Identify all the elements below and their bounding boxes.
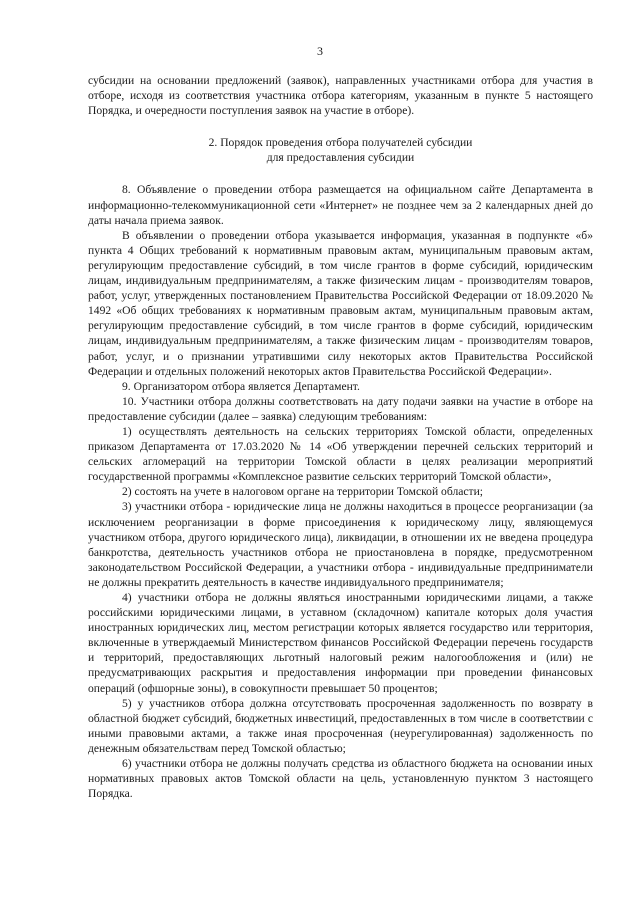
page-number: 3 — [317, 44, 323, 58]
paragraph-item-10: 10. Участники отбора должны соответствовать на дату подачи заявки на участие в отборе на предоставление субсидии (далее – заявка) следующим требованиям: — [88, 394, 593, 423]
requirement-2: 2) состоять на учете в налоговом органе на территории Томской области; — [122, 485, 484, 499]
requirement-1: 1) осуществлять деятельность на сельских территориях Томской области, определенных приказом Департамента от 17.03.2020 № 14 «Об утверждении перечней сельских территорий и сельских агломераций на территории Томской области в целях реализации мероприятий государственной программы «Комплексное развитие сельских территорий Томской области», — [88, 424, 593, 484]
requirement-3: 3) участники отбора - юридические лица не должны находиться в процессе реорганизации (за исключением реорганизации в форме присоединения к юридическому лицу, являющемуся участником отбора, другого юридического лица), ликвидации, в отношении их не введена процедура банкротства, деятельность участников отбора не приостановлена в порядке, предусмотренном законодательством Российской Федерации, а участники отбора - индивидуальные предприниматели не должны прекратить деятельность в качестве индивидуального предпринимателя; — [88, 500, 593, 589]
requirement-4: 4) участники отбора не должны являться иностранными юридическими лицами, а также российскими юридическими лицами, в уставном (складочном) капитале которых доля участия иностранных юридических лиц, местом регистрации которых является государство или территория, включенные в утверждаемый Министерством финансов Российской Федерации перечень государств и территорий, предоставляющих льготный налоговый режим налогообложения и (или) не предусматривающих раскрытия и предоставления информации при проведении финансовых операций (офшорные зоны), в совокупности превышает 50 процентов; — [88, 591, 593, 695]
paragraph-item-8: 8. Объявление о проведении отбора размещается на официальном сайте Департамента в информационно-телекоммуникационной сети «Интернет» не позднее чем за 2 календарных дней до даты начала приема заявок. — [88, 183, 593, 227]
paragraph-announcement-info: В объявлении о проведении отбора указывается информация, указанная в подпункте «б» пункта 4 Общих требований к нормативным правовым актам, муниципальным правовым актам, регулирующим предоставление субсидий, в том числе грантов в форме субсидий, юридическим лицам, индивидуальным предпринимателям, а также физическим лицам - производителям товаров, работ, услуг, утвержденных постановлением Правительства Российской Федерации от 18.09.2020 № 1492 «Об общих требованиях к нормативным правовым актам, муниципальным правовым актам, регулирующим предоставление субсидий, в том числе грантов в форме субсидий, юридическим лицам, индивидуальным предпринимателям, а также физическим лицам - производителям товаров, работ, услуг, и о признании утратившими силу некоторых актов Правительства Российской Федерации и отдельных положений некоторых актов Правительства Российской Федерации». — [88, 228, 593, 378]
paragraph-item-9: 9. Организатором отбора является Департамент. — [122, 379, 360, 393]
document-body — [88, 73, 593, 801]
requirement-5: 5) у участников отбора должна отсутствовать просроченная задолженность по возврату в областной бюджет субсидий, бюджетных инвестиций, предоставленных в том числе в соответствии с иными правовыми актами, а также иная просроченная (неурегулированная) задолженность по денежным обязательствам перед Томской областью; — [88, 696, 593, 755]
section-heading — [88, 135, 593, 165]
section-heading-line-1: 2. Порядок проведения отбора получателей субсидии — [208, 136, 473, 150]
requirement-6: 6) участники отбора не должны получать средства из областного бюджета на основании иных нормативных правовых актов Томской области на цель, установленную пунктом 3 настоящего Порядка. — [88, 757, 593, 801]
section-heading-line-2: для предоставления субсидии — [266, 151, 415, 165]
paragraph-continuation: субсидии на основании предложений (заявок), направленных участниками отбора для участия в отборе, исходя из соответствия участника отбора категориям, указанным в пункте 5 настоящего Порядка, и очередности поступления заявок на участие в отборе). — [88, 74, 593, 118]
